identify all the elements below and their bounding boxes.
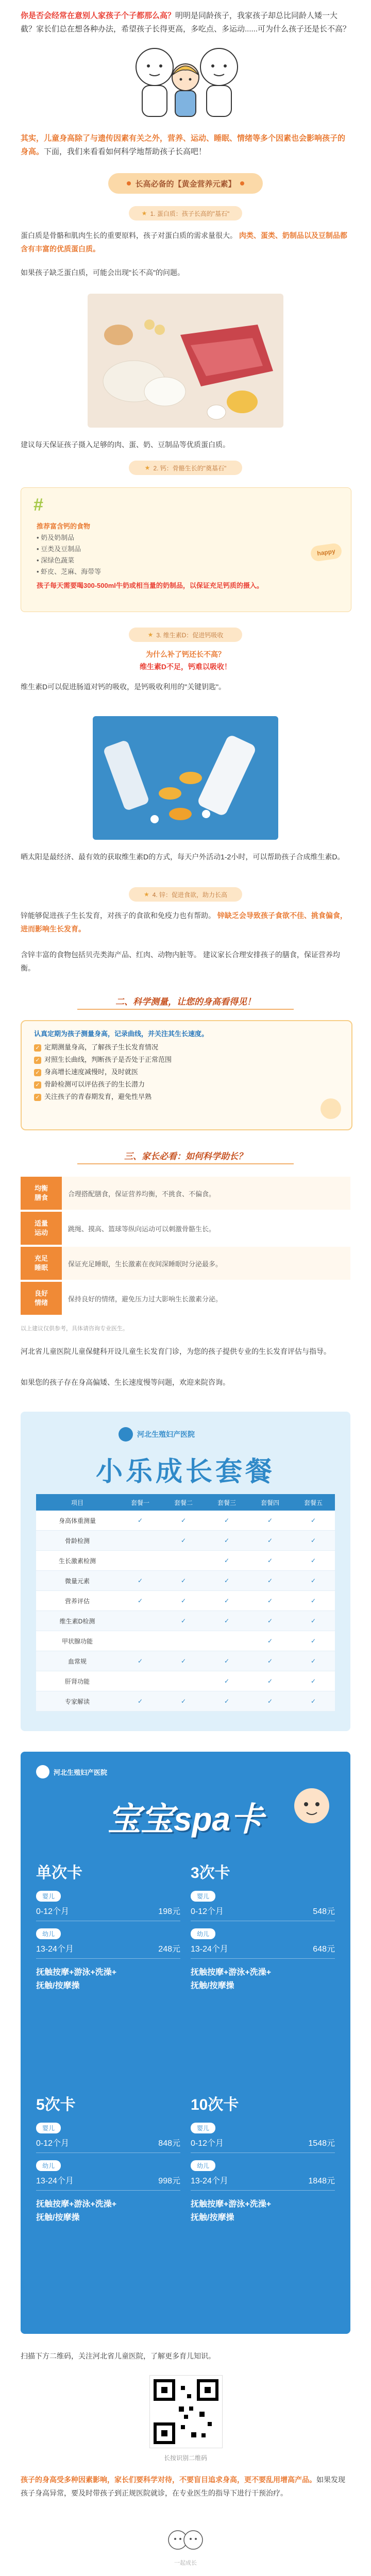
spa-age-range: 13-24个月: [36, 2177, 74, 2185]
hospital-logo-icon: [119, 1427, 133, 1442]
sub-tag-label: 2. 钙：骨骼生长的"奠基石": [153, 464, 227, 472]
package-item-name: 身高体重测量: [58, 1517, 96, 1524]
spa-price-row: [191, 1942, 335, 1959]
star-icon: ★: [141, 210, 147, 217]
package-row: [36, 1551, 335, 1571]
tips-row-label: 均衡 膳食: [21, 1177, 62, 1210]
spa-price: 548元: [313, 1907, 335, 1916]
spa-age-tag: 婴儿: [36, 1891, 61, 1902]
sticker-circle-icon: [321, 1098, 341, 1119]
package-col-header: 套餐三: [217, 1499, 236, 1506]
hospital-intro-1: 河北省儿童医院儿童保健科开设儿童生长发育门诊，为您的孩子提供专业的生长发育评估与指导。: [21, 1347, 331, 1355]
kid-middle: [172, 64, 199, 116]
spa-age-range: 13-24个月: [191, 1945, 228, 1954]
tips-row-text: 合理搭配膳食，保证营养均衡，不挑食、不偏食。: [68, 1190, 216, 1198]
calcium-list-item: • 虾皮、芝麻、海带等: [37, 568, 102, 575]
tips-row-label: 充足 睡眠: [21, 1247, 62, 1280]
package-cell: ✓: [180, 1517, 187, 1524]
poster-logo: [36, 1765, 107, 1778]
measure-box: [21, 1020, 352, 1130]
package-cell: ✓: [310, 1537, 316, 1544]
package-item-name: 营养评估: [64, 1597, 90, 1605]
qr-caption: 长按识别二维码: [163, 2454, 207, 2462]
package-cell: ✓: [224, 1537, 230, 1544]
spa-card-ten: [191, 2092, 335, 2308]
intro-key-text: 其实，儿童身高除了与遗传因素有关之外，营养、运动、睡眠、情绪等多个因素也会影响孩子的身高。: [21, 134, 346, 156]
bullet-dot-icon: [240, 181, 244, 185]
package-row: [36, 1511, 335, 1531]
package-cell: ✓: [267, 1657, 273, 1665]
spa-price: 998元: [158, 2177, 180, 2185]
package-cell: ✓: [224, 1597, 230, 1604]
measure-item: ✓ 关注孩子的青春期发育，避免性早熟: [34, 1091, 351, 1103]
protein-summary-text: 建议每天保证孩子摄入足够的肉、蛋、奶、豆制品等优质蛋白质。: [21, 440, 230, 449]
package-item-name: 血常规: [68, 1657, 87, 1665]
kid-left: [136, 48, 173, 116]
spa-price-row: [191, 2137, 335, 2153]
intro-paragraph-2: [21, 132, 350, 159]
package-cell: ✓: [137, 1577, 143, 1584]
package-item-name: 维生素D检测: [59, 1617, 95, 1625]
intro-tail-text: 下面，我们来看看如何科学地帮助孩子长高吧！: [44, 147, 207, 156]
calcium-list-item: • 深绿色蔬菜: [37, 556, 75, 564]
hospital-logo-icon: [36, 1765, 49, 1778]
sub-tag-label: 4. 锌：促进食欲，助力长高: [152, 891, 228, 899]
package-item-name: 微量元素: [64, 1577, 90, 1585]
section-pill-nutrition: [108, 173, 263, 194]
spa-age-range: 0-12个月: [36, 1907, 70, 1916]
measure-item: ✓ 身高增长速度减慢时，及时就医: [34, 1066, 351, 1078]
spa-age-tag: 婴儿: [191, 1891, 215, 1902]
bullet-dot-icon: [127, 181, 131, 185]
package-row: [36, 1591, 335, 1611]
closing-highlight: 孩子的身高受多种因素影响，家长们要科学对待，不要盲目追求身高，更不要乱用增高产品。: [21, 2476, 316, 2484]
protein-food-photo: [88, 294, 283, 428]
package-cell: ✓: [224, 1577, 230, 1584]
package-col-header: 套餐一: [130, 1499, 149, 1506]
calcium-advice: 孩子每天需要喝300-500ml牛奶或相当量的奶制品，以保证充足钙质的摄入。: [37, 582, 263, 589]
poster-title: 小乐成长套餐: [95, 1457, 275, 1487]
package-cell: ✓: [224, 1557, 230, 1564]
package-cell: ✓: [224, 1617, 230, 1624]
package-cell: ✓: [267, 1677, 273, 1685]
spa-desc: 抚触按摩+游泳+洗澡+ 抚触/按摩操: [36, 2200, 117, 2222]
tips-row: [21, 1282, 350, 1315]
package-row: [36, 1611, 335, 1631]
check-icon: ✓: [34, 1094, 41, 1101]
package-cell: ✓: [224, 1677, 230, 1685]
calcium-list-item: • 奶及奶制品: [37, 534, 75, 541]
package-cell: ✓: [137, 1517, 143, 1524]
protein-summary: [21, 438, 350, 451]
package-table-body: [36, 1511, 335, 1711]
package-cell: ✓: [267, 1617, 273, 1624]
spa-age-range: 0-12个月: [191, 2139, 224, 2148]
package-item-name: 肝肾功能: [64, 1677, 90, 1685]
package-cell: ✓: [224, 1657, 230, 1665]
cartoon-kids-icon: [165, 2524, 206, 2555]
kid-right: [200, 48, 238, 116]
package-cell: ✓: [310, 1597, 316, 1604]
poster-hospital-name: 河北生殖妇产医院: [137, 1430, 195, 1438]
intro-highlight: 你是否会经常在意别人家孩子个子都那么高？: [21, 11, 176, 20]
poster-title: 宝宝spa卡: [107, 1801, 264, 1838]
hospital-intro-2: [21, 1376, 350, 1389]
poster-hospital-name: 河北生殖妇产医院: [54, 1768, 108, 1776]
spa-price-row: [191, 1905, 335, 1921]
supplements-photo: [93, 716, 278, 840]
package-col-header: 套餐二: [174, 1499, 193, 1506]
spa-card-title: 3次卡: [191, 1865, 230, 1882]
package-col-header: 套餐四: [260, 1499, 279, 1506]
package-row: [36, 1531, 335, 1551]
check-icon: ✓: [34, 1081, 41, 1089]
package-cell: ✓: [267, 1557, 273, 1564]
package-cell: ✓: [310, 1698, 316, 1705]
hash-icon: #: [33, 495, 43, 515]
vitd-answer-text: 维生素D不足，钙难以吸收！: [139, 663, 232, 671]
package-cell: ✓: [137, 1698, 143, 1705]
spa-price: 648元: [313, 1945, 335, 1954]
section-divider: [77, 1163, 294, 1164]
spa-age-tag: 幼儿: [191, 1928, 215, 1939]
protein-paragraph-2: [21, 266, 350, 279]
spa-card-poster: [21, 1752, 350, 2334]
package-col-header: 项目: [71, 1499, 83, 1506]
star-icon: ★: [147, 631, 154, 638]
package-item-name: 专家解读: [64, 1698, 90, 1705]
package-row: [36, 1631, 335, 1651]
vitd-text-2: 晒太阳是最经济、最有效的获取维生素D的方式，每天户外活动1-2小时，可以帮助孩子合成维生素D。: [21, 853, 345, 861]
package-cell: ✓: [180, 1617, 187, 1624]
tips-row: [21, 1177, 350, 1210]
tips-row-label: 良好 情绪: [21, 1282, 62, 1315]
qr-code-image[interactable]: [149, 2375, 223, 2448]
zinc-text-4: 建议家长合理安排孩子的膳食，保证营养均衡。: [21, 951, 340, 972]
baby-mascot-icon: [289, 1783, 335, 1829]
protein-text-3: 如果孩子缺乏蛋白质，可能会出现"长不高"的问题。: [21, 268, 184, 277]
poster-logo: [119, 1427, 195, 1442]
spa-price: 848元: [158, 2139, 180, 2148]
package-cell: ✓: [224, 1517, 230, 1524]
section-title-tips: 三、家长必看：如何科学助长？: [124, 1151, 247, 1161]
package-row: [36, 1671, 335, 1691]
spa-age-tag: 幼儿: [36, 2160, 61, 2171]
star-icon: ★: [144, 464, 150, 471]
growth-package-poster: [21, 1412, 350, 1731]
sub-tag-protein: [129, 206, 242, 221]
spa-price-row: [36, 2137, 180, 2153]
sub-tag-calcium: [129, 461, 242, 475]
protein-paragraph: [21, 229, 350, 256]
spa-age-tag: 婴儿: [36, 2123, 61, 2133]
spa-price-row: [191, 2174, 335, 2191]
spa-card-five: [36, 2092, 180, 2308]
zinc-text-3: 含锌丰富的食物包括贝壳类海产品、红肉、动物内脏等。: [21, 951, 201, 959]
calcium-list-item: • 豆类及豆制品: [37, 545, 81, 553]
package-cell: ✓: [180, 1537, 187, 1544]
zinc-paragraph: [21, 909, 350, 936]
protein-text-2: 肉类、蛋类、奶制品以及豆制品都含有丰富的优质蛋白质。: [21, 231, 347, 253]
hospital-intro: [21, 1345, 350, 1358]
package-cell: ✓: [267, 1698, 273, 1705]
package-cell: ✓: [310, 1637, 316, 1645]
zinc-paragraph-2: [21, 948, 350, 975]
spa-desc: 抚触按摩+游泳+洗澡+ 抚触/按摩操: [191, 1968, 272, 1990]
package-cell: ✓: [180, 1657, 187, 1665]
package-cell: ✓: [310, 1517, 316, 1524]
section-pill-label: 长高必备的【黄金营养元素】: [135, 179, 236, 189]
package-table-header: [36, 1494, 335, 1511]
package-row: [36, 1651, 335, 1671]
measure-item: ✓ 定期测量身高，了解孩子生长发育情况: [34, 1041, 351, 1054]
measure-box-title: 认真定期为孩子测量身高，记录曲线，并关注其生长速度。: [34, 1030, 209, 1038]
sub-tag-vitd: [129, 628, 242, 642]
closing-paragraph: [21, 2473, 350, 2500]
calcium-card: [21, 487, 351, 612]
section-title-measure: 二、科学测量，让您的身高看得见！: [115, 997, 256, 1007]
spa-card-triple: [191, 1860, 335, 2076]
tips-row-text: 保证充足睡眠，生长激素在夜间深睡眠时分泌最多。: [68, 1260, 223, 1268]
closing-text: 如果发现孩子身高异常，要及时带孩子到正规医院就诊，在专业医生的指导下进行干预治疗。: [21, 2476, 345, 2497]
spa-price-row: [36, 1905, 180, 1921]
package-cell: ✓: [180, 1577, 187, 1584]
check-icon: ✓: [34, 1044, 41, 1052]
sub-tag-label: 3. 维生素D：促进钙吸收: [156, 631, 224, 639]
tips-row: [21, 1212, 350, 1245]
package-col-header: 套餐五: [303, 1499, 323, 1506]
vitd-paragraph-2: [21, 850, 350, 863]
package-cell: ✓: [180, 1597, 187, 1604]
happy-sticker-icon: happy: [310, 543, 343, 562]
sub-tag-zinc: [129, 887, 242, 902]
package-cell: ✓: [180, 1698, 187, 1705]
package-cell: ✓: [310, 1577, 316, 1584]
vitd-question-text: 为什么补了钙还长不高？: [146, 650, 225, 658]
spa-card-title: 5次卡: [36, 2096, 76, 2113]
package-cell: ✓: [137, 1657, 143, 1665]
vitd-question: [21, 648, 350, 673]
zinc-text-1: 锌能够促进孩子生长发育，对孩子的食欲和免疫力也有帮助。: [21, 911, 215, 920]
package-cell: ✓: [267, 1637, 273, 1645]
qr-text: 扫描下方二维码，关注河北省儿童医院，了解更多育儿知识。: [21, 2352, 215, 2360]
package-row: [36, 1571, 335, 1591]
kids-illustration: [119, 41, 252, 124]
qr-code-icon: [150, 2376, 222, 2448]
tips-note: 以上建议仅供参考，具体请咨询专业医生。: [21, 1326, 128, 1332]
package-cell: ✓: [267, 1597, 273, 1604]
spa-age-range: 13-24个月: [191, 2177, 228, 2185]
measure-item: ✓ 对照生长曲线，判断孩子是否处于正常范围: [34, 1054, 351, 1066]
package-cell: ✓: [310, 1617, 316, 1624]
vitd-paragraph: [21, 680, 350, 693]
vitd-text-1: 维生素D可以促进肠道对钙的吸收，是钙吸收利用的"关键钥匙"。: [21, 683, 226, 691]
spa-age-range: 13-24个月: [36, 1945, 74, 1954]
tips-row-label: 适量 运动: [21, 1212, 62, 1245]
qr-paragraph: [21, 2349, 350, 2363]
package-cell: ✓: [267, 1517, 273, 1524]
spa-price: 248元: [158, 1945, 180, 1954]
package-cell: ✓: [224, 1698, 230, 1705]
intro-text: 明明是同龄孩子，我家孩子却总比同龄人矮一大截？家长们总在想各种办法，希望孩子长得更高，多吃点、多运动......可为什么孩子还是长不高？: [21, 11, 351, 33]
package-cell: ✓: [267, 1577, 273, 1584]
tips-row-text: 保持良好的情绪，避免压力过大影响生长激素分泌。: [68, 1295, 223, 1303]
package-table: [36, 1494, 335, 1710]
spa-age-tag: 幼儿: [36, 1928, 61, 1939]
calcium-list-title: 推荐富含钙的食物: [37, 522, 91, 530]
spa-desc: 抚触按摩+游泳+洗澡+ 抚触/按摩操: [36, 1968, 117, 1990]
zinc-text-2: 锌缺乏会导致孩子食欲不佳、挑食偏食，进而影响生长发育。: [21, 911, 347, 933]
package-item-name: 甲状腺功能: [61, 1637, 93, 1645]
tips-row-text: 跳绳、摸高、篮球等纵向运动可以刺激骨骼生长。: [68, 1225, 216, 1233]
package-cell: ✓: [310, 1677, 316, 1685]
package-item-name: 骨龄检测: [64, 1537, 90, 1545]
protein-text-1: 蛋白质是骨骼和肌肉生长的重要原料，孩子对蛋白质的需求量很大。: [21, 231, 237, 240]
package-row: [36, 1691, 335, 1711]
spa-card-single: [36, 1860, 180, 2076]
spa-age-range: 0-12个月: [36, 2139, 70, 2148]
spa-age-tag: 幼儿: [191, 2160, 215, 2171]
measure-item: ✓ 骨龄检测可以评估孩子的生长潜力: [34, 1078, 351, 1091]
spa-price-row: [36, 2174, 180, 2191]
section-divider: [77, 1009, 294, 1010]
package-cell: ✓: [267, 1537, 273, 1544]
calcium-list: [37, 521, 101, 578]
spa-price-row: [36, 1942, 180, 1959]
sub-tag-label: 1. 蛋白质：孩子长高的"基石": [150, 210, 230, 217]
spa-price: 198元: [158, 1907, 180, 1916]
package-cell: ✓: [137, 1597, 143, 1604]
closing-caption: 一起成长: [174, 2560, 197, 2566]
check-icon: ✓: [34, 1069, 41, 1076]
spa-age-tag: 婴儿: [191, 2123, 215, 2133]
package-cell: ✓: [310, 1657, 316, 1665]
package-item-name: 生长激素检测: [58, 1557, 96, 1565]
spa-age-range: 0-12个月: [191, 1907, 224, 1916]
check-icon: ✓: [34, 1057, 41, 1064]
package-cell: ✓: [310, 1557, 316, 1564]
spa-desc: 抚触按摩+游泳+洗澡+ 抚触/按摩操: [191, 2200, 272, 2222]
tips-row: [21, 1247, 350, 1280]
spa-card-title: 单次卡: [36, 1865, 82, 1882]
intro-paragraph: [21, 9, 350, 36]
hospital-intro-2-text: 如果您的孩子存在身高偏矮、生长速度慢等问题，欢迎来院咨询。: [21, 1378, 230, 1386]
star-icon: ★: [143, 891, 149, 898]
spa-price: 1548元: [308, 2139, 335, 2148]
spa-price: 1848元: [308, 2177, 335, 2185]
spa-card-title: 10次卡: [191, 2096, 239, 2113]
